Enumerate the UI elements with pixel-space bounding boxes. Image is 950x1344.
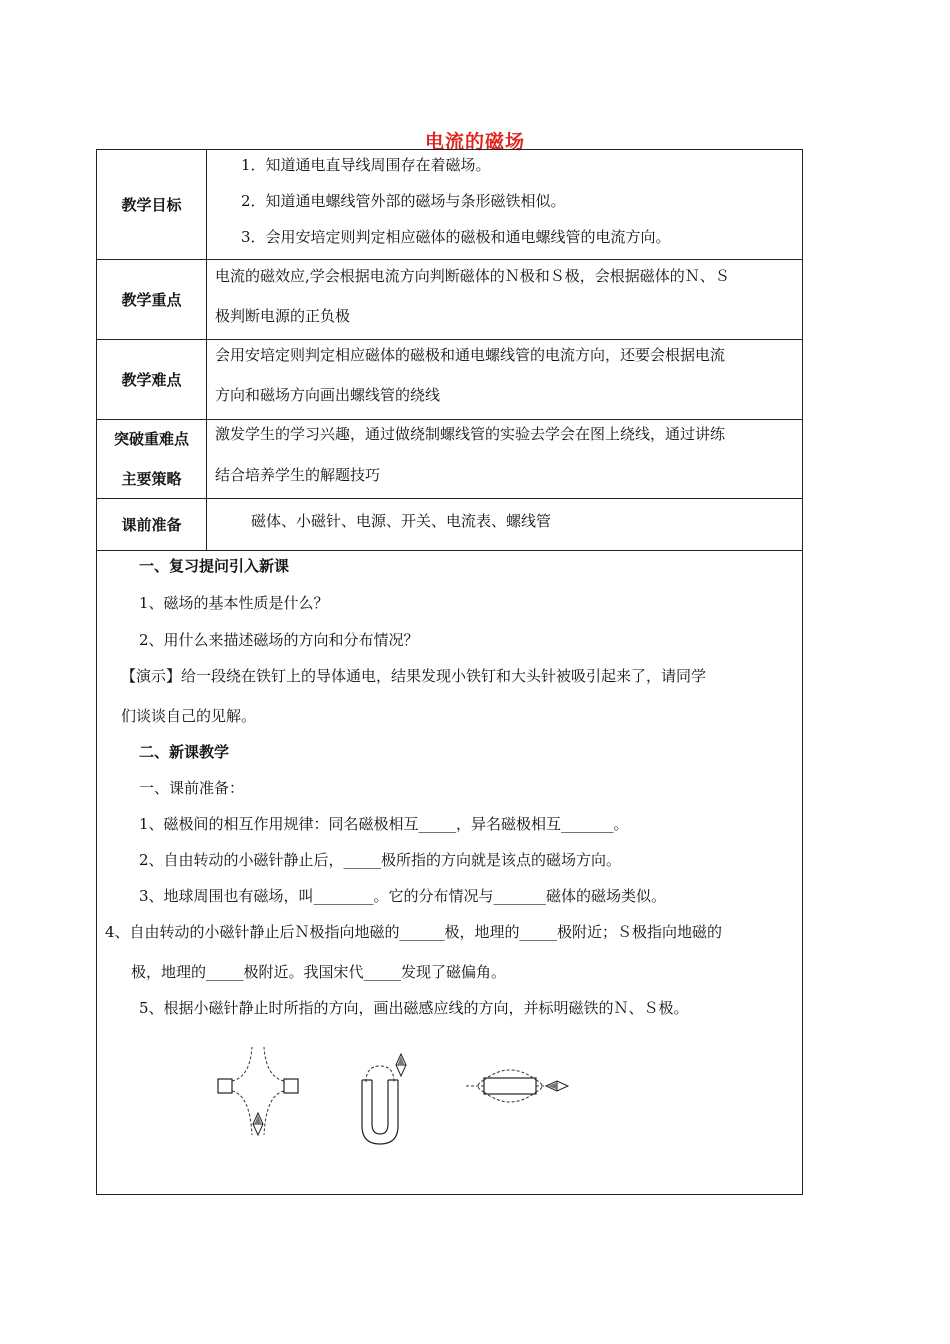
demo-line-2: 们谈谈自己的见解。 [121, 707, 257, 725]
value-preparation [207, 499, 802, 550]
value-key-points [207, 260, 802, 339]
row-key-points [97, 260, 802, 340]
u-magnet-inner [372, 1080, 388, 1134]
question-2: 2、用什么来描述磁场的方向和分布情况？ [139, 631, 419, 649]
section-heading-review: 一、复习提问引入新课 [139, 557, 290, 575]
label-key-points: 教学重点 [97, 260, 207, 339]
demo-line-1: 【演示】给一段绕在铁钉上的导体通电，结果发现小铁钉和大头针被吸引起来了，请同学 [121, 667, 707, 685]
label-strategy-line-1: 突破重难点 [113, 430, 189, 448]
fill-item-4-line-1: 4、自由转动的小磁针静止后Ｎ极指向地磁的______极，地理的_____极附近；Ｓ极指向地磁的 [105, 923, 723, 941]
section-heading-new-lesson: 二、新课教学 [139, 743, 230, 761]
field-line-upper-left [232, 1047, 252, 1081]
bar-magnet [484, 1078, 536, 1094]
fill-item-1: 1、磁极间的相互作用规律：同名磁极相互_____，异名磁极相互_______。 [139, 815, 629, 833]
figure-facing-magnet-poles [214, 1045, 324, 1145]
field-line-lower-left [232, 1091, 252, 1135]
field-line-upper-right [264, 1047, 284, 1081]
question-1: 1、磁场的基本性质是什么？ [139, 594, 329, 612]
goal-line-2: 2．知道通电螺线管外部的磁场与条形磁铁相似。 [241, 192, 566, 210]
row-strategy [97, 420, 802, 499]
fill-item-5: 5、根据小磁针静止时所指的方向，画出磁感应线的方向，并标明磁铁的Ｎ、Ｓ极。 [139, 999, 689, 1017]
row-teaching-goals [97, 150, 802, 260]
strategy-line-1: 激发学生的学习兴趣，通过做绕制螺线管的实验去学会在图上绕线，通过讲练 [215, 425, 726, 443]
fill-item-4-line-2: 极，地理的_____极附近。我国宋代_____发现了磁偏角。 [131, 963, 507, 981]
page-title: 电流的磁场 [424, 131, 525, 153]
figure-bar-magnet [462, 1060, 572, 1120]
right-magnet-end [284, 1079, 298, 1093]
difficulty-line-2: 方向和磁场方向画出螺线管的绕线 [215, 386, 441, 404]
subheading-preparation: 一、课前准备： [139, 779, 245, 797]
lesson-body [97, 551, 802, 1194]
label-difficulty: 教学难点 [97, 340, 207, 419]
key-line-1: 电流的磁效应,学会根据电流方向判断磁体的Ｎ极和Ｓ极，会根据磁体的Ｎ、Ｓ [215, 267, 730, 285]
fill-item-2: 2、自由转动的小磁针静止后，_____极所指的方向就是该点的磁场方向。 [139, 851, 622, 869]
row-difficulty [97, 340, 802, 420]
difficulty-line-1: 会用安培定则判定相应磁体的磁极和通电螺线管的电流方向，还要会根据电流 [215, 346, 726, 364]
key-line-2: 极判断电源的正负极 [215, 307, 351, 325]
fill-item-3: 3、地球周围也有磁场，叫________。它的分布情况与_______磁体的磁场类似。 [139, 887, 667, 905]
value-teaching-goals [207, 150, 802, 259]
value-difficulty [207, 340, 802, 419]
lesson-plan-table [96, 149, 803, 1195]
row-preparation [97, 499, 802, 551]
goal-line-1: 1．知道通电直导线周围存在着磁场。 [241, 156, 491, 174]
goal-line-3: 3．会用安培定则判定相应磁体的磁极和通电螺线管的电流方向。 [241, 228, 671, 246]
value-strategy [207, 420, 802, 498]
label-teaching-goals: 教学目标 [97, 150, 207, 259]
label-strategy [97, 420, 207, 498]
field-line-lower-right [264, 1091, 284, 1135]
label-strategy-line-2: 主要策略 [121, 470, 182, 488]
label-preparation: 课前准备 [97, 499, 207, 550]
preparation-text: 磁体、小磁针、电源、开关、电流表、螺线管 [251, 512, 552, 530]
strategy-line-2: 结合培养学生的解题技巧 [215, 466, 381, 484]
figure-u-shaped-magnet [352, 1050, 432, 1150]
left-magnet-end [218, 1079, 232, 1093]
